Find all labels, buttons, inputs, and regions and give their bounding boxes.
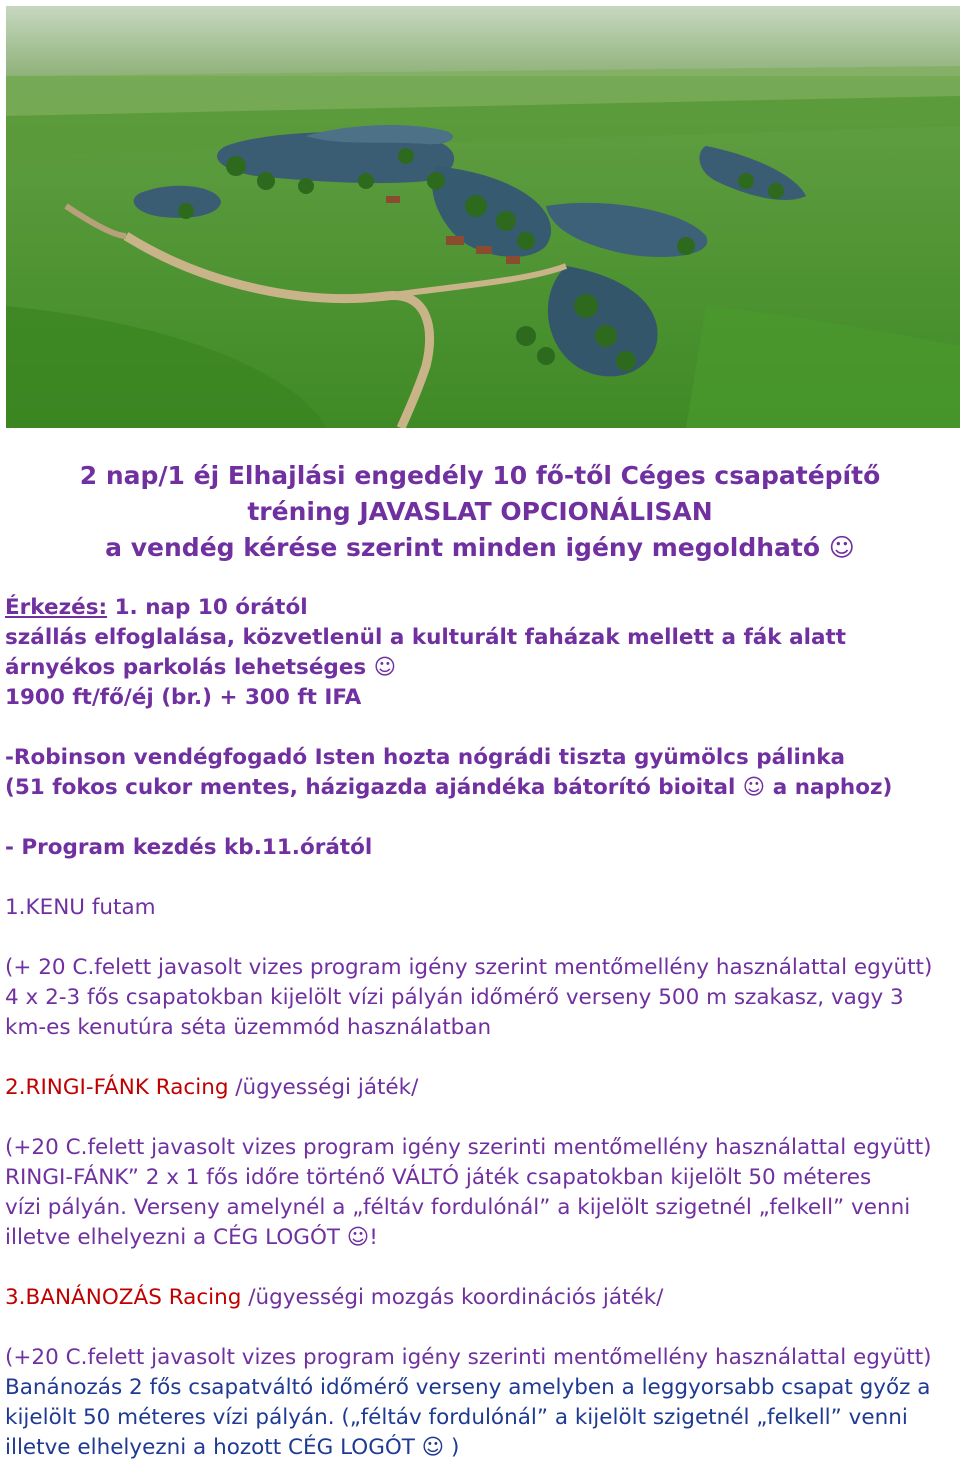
item3-line-3: kijelölt 50 méteres vízi pályán. („féltáv fordulónál” a kijelölt szigetnél „felkell” venni [5,1405,908,1430]
item2-line-3: vízi pályán. Verseny amelynél a „féltáv fordulónál” a kijelölt szigetnél „felkell” venni [5,1195,911,1220]
welcome-line-1: -Robinson vendégfogadó Isten hozta nógrádi tiszta gyümölcs pálinka [5,745,846,770]
welcome-line-2: (51 fokos cukor mentes, házigazda ajándéka bátorító bioital ☺ a naphoz) [5,775,893,800]
arrival-line-1 [5,593,960,623]
item3-number: 3. [5,1285,26,1310]
item2-line-2: RINGI-FÁNK” 2 x 1 fős időre történő VÁLTÓ játék csapatokban kijelölt 50 méteres [5,1165,872,1190]
item3-line-4: illetve elhelyezni a hozott CÉG LOGÓT ☺ ) [5,1435,460,1460]
item3-title [5,1283,960,1313]
landscape-illustration [6,6,960,428]
item1-line-1: (+ 20 C.felett javasolt vizes program igény szerint mentőmellény használattal együtt) [5,955,933,980]
heading-line-1: 2 nap/1 éj Elhajlási engedély 10 fő-től Céges csapatépítő [79,461,881,490]
program-start: - Program kezdés kb.11.órától [5,835,373,860]
item2-number: 2. [5,1075,26,1100]
item3-line-2: Banánozás 2 fős csapatváltó időmérő verseny amelyben a leggyorsabb csapat győz a [5,1375,931,1400]
arrival-price: 1900 ft/fő/éj (br.) + 300 ft IFA [5,685,362,710]
item1-title: 1.KENU futam [5,895,156,920]
item3-line-1: (+20 C.felett javasolt vizes program igény szerinti mentőmellény használattal együtt) [5,1345,932,1370]
item1-line-2: 4 x 2-3 fős csapatokban kijelölt vízi pályán időmérő verseny 500 m szakasz, vagy 3 [5,985,904,1010]
arrival-line-2: szállás elfoglalása, közvetlenül a kulturált faházak mellett a fák alatt [5,625,847,650]
heading-line-2: tréning JAVASLAT OPCIONÁLISAN [247,497,713,526]
item2-title [5,1073,960,1103]
item2-line-1: (+20 C.felett javasolt vizes program igény szerinti mentőmellény használattal együtt) [5,1135,932,1160]
arrival-line-3: árnyékos parkolás lehetséges ☺ [5,655,397,680]
item2-line-4: illetve elhelyezni a CÉG LOGÓT ☺! [5,1225,378,1250]
item2-name: RINGI-FÁNK Racing [25,1075,229,1100]
item3-name: BANÁNOZÁS Racing [25,1285,242,1310]
aerial-landscape-photo [6,6,960,428]
arrival-label: Érkezés: [5,595,108,620]
heading-line-3: a vendég kérése szerint minden igény megoldható ☺ [105,533,855,562]
arrival-day: 1. nap 10 órától [107,595,308,620]
item3-subtitle: /ügyességi mozgás koordinációs játék/ [241,1285,664,1310]
item1-line-3: km-es kenutúra séta üzemmód használatban [5,1015,492,1040]
item2-subtitle: /ügyességi játék/ [228,1075,419,1100]
